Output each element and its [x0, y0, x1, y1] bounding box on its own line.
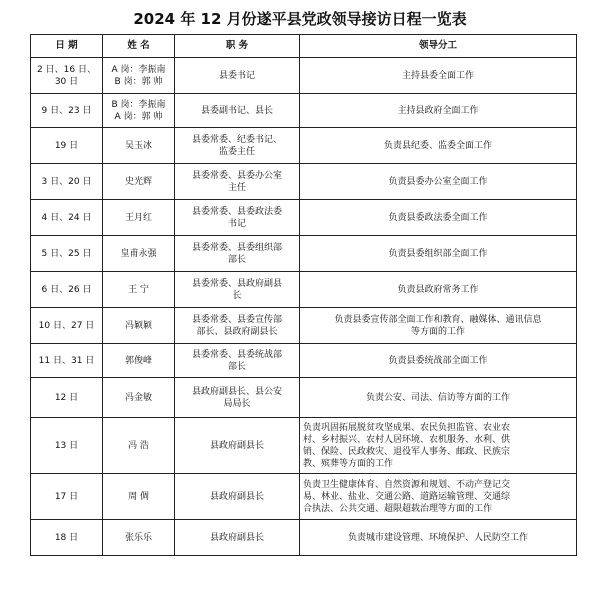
cell-date-line: 12 日 [54, 392, 79, 403]
cell-date-line: 10 日、27 日 [38, 320, 95, 331]
cell-duty-line: 销、保险、民政救灾、退役军人事务、邮政、民族宗 [303, 446, 511, 457]
table-row [31, 128, 577, 164]
table-row [31, 520, 577, 556]
cell-post-line: 监委主任 [218, 146, 255, 157]
cell-duty-line: 负责城市建设管理、环境保护、人民防空工作 [347, 532, 528, 543]
cell-duty [300, 236, 577, 272]
cell-name-line: 王 宁 [128, 284, 149, 295]
cell-duty-line: 主持县政府全面工作 [397, 105, 479, 116]
cell-duty [300, 128, 577, 164]
cell-duty [300, 272, 577, 308]
cell-duty-line: 教、殡葬等方面的工作 [303, 458, 394, 469]
cell-date [31, 200, 103, 236]
cell-post-line: 县委常委、县委办公室 [191, 170, 282, 181]
cell-date-line: 6 日、26 日 [41, 284, 92, 295]
header-name: 姓 名 [103, 35, 175, 58]
header-duty: 领导分工 [300, 35, 577, 58]
cell-post [175, 520, 300, 556]
cell-duty [300, 200, 577, 236]
table-row [31, 418, 577, 474]
cell-name [103, 128, 175, 164]
table-row [31, 58, 577, 94]
cell-post [175, 308, 300, 344]
cell-post-line: 局局长 [223, 398, 251, 409]
cell-duty [300, 378, 577, 418]
cell-name [103, 164, 175, 200]
cell-date [31, 520, 103, 556]
cell-name-line: 王月红 [124, 212, 152, 223]
cell-post-line: 县委常委、县委政法委 [191, 206, 282, 217]
cell-name [103, 200, 175, 236]
cell-name [103, 474, 175, 520]
cell-post-line: 县委书记 [218, 70, 255, 81]
cell-post [175, 94, 300, 128]
cell-name [103, 344, 175, 378]
cell-post [175, 164, 300, 200]
cell-date [31, 272, 103, 308]
header-post: 职 务 [175, 35, 300, 58]
cell-post-line: 县政府副县长 [209, 440, 264, 451]
cell-duty-line: 等方面的工作 [410, 326, 465, 337]
table-row [31, 344, 577, 378]
cell-post [175, 272, 300, 308]
cell-duty-line: 负责巩固拓展脱贫攻坚成果、农民负担监管、农业农 [303, 422, 511, 433]
cell-date [31, 58, 103, 94]
cell-date [31, 128, 103, 164]
cell-post [175, 378, 300, 418]
cell-duty [300, 418, 577, 474]
cell-post-line: 部长、县政府副县长 [196, 326, 278, 337]
cell-duty-line: 负责县委宣传部全面工作和教育、融媒体、通讯信息 [334, 314, 542, 325]
cell-duty-line: 负责县委办公室全面工作 [388, 176, 488, 187]
cell-name-line: 郭俊峰 [124, 355, 152, 366]
cell-date [31, 236, 103, 272]
cell-name [103, 236, 175, 272]
cell-name [103, 272, 175, 308]
cell-post-line: 书记 [227, 218, 246, 229]
cell-date-line: 5 日、25 日 [41, 248, 92, 259]
cell-duty-line: 负责县委统战部全面工作 [388, 355, 488, 366]
cell-date-line: 11 日、31 日 [38, 355, 95, 366]
cell-name-line: 周 倜 [128, 491, 149, 502]
cell-post [175, 418, 300, 474]
cell-name-line: A 岗：李振南 [111, 64, 166, 75]
cell-post-line: 部长 [227, 254, 246, 265]
cell-post-line: 县政府副县长、县公安 [191, 386, 282, 397]
cell-date-line: 4 日、24 日 [41, 212, 92, 223]
table-row [31, 378, 577, 418]
cell-duty-line: 负责卫生健康体育、自然资源和规划、不动产登记交 [303, 479, 511, 490]
cell-duty-line: 负责县政府常务工作 [397, 284, 479, 295]
cell-duty [300, 520, 577, 556]
cell-post-line: 县委常委、县委组织部 [191, 242, 282, 253]
cell-post-line: 部长 [227, 361, 246, 372]
cell-duty [300, 94, 577, 128]
header-date: 日 期 [31, 35, 103, 58]
cell-name [103, 308, 175, 344]
table-row [31, 236, 577, 272]
cell-date-line: 18 日 [54, 532, 79, 543]
cell-post-line: 县政府副县长 [209, 532, 264, 543]
cell-post-line: 县委常委、纪委书记、 [191, 134, 282, 145]
cell-name-line: 冯颖颖 [124, 320, 152, 331]
cell-name-line: 皇甫永强 [120, 248, 157, 259]
cell-name-line: 冯 浩 [128, 440, 149, 451]
cell-name [103, 418, 175, 474]
cell-post-line: 县委常委、县委宣传部 [191, 314, 282, 325]
cell-duty [300, 164, 577, 200]
cell-date [31, 308, 103, 344]
cell-name-line: 冯金敏 [124, 392, 152, 403]
cell-date-line: 2 日、16 日、 [37, 64, 96, 75]
cell-post [175, 344, 300, 378]
cell-name-line: 吴玉冰 [124, 140, 152, 151]
table-header-row [31, 35, 577, 58]
cell-date [31, 418, 103, 474]
cell-duty [300, 474, 577, 520]
cell-date [31, 344, 103, 378]
cell-name-line: 张乐乐 [124, 532, 152, 543]
table-row [31, 200, 577, 236]
cell-name [103, 58, 175, 94]
table-body [31, 58, 577, 556]
cell-duty-line: 负责公安、司法、信访等方面的工作 [365, 392, 510, 403]
cell-date-line: 9 日、23 日 [41, 105, 92, 116]
table-row [31, 94, 577, 128]
cell-post-line: 县委常委、县委统战部 [191, 349, 282, 360]
cell-post-line: 主任 [227, 182, 246, 193]
cell-duty-line: 负责县委政法委全面工作 [388, 212, 488, 223]
cell-post [175, 236, 300, 272]
cell-duty-line: 村、乡村振兴、农村人居环境、农机服务、水利、供 [303, 434, 511, 445]
cell-name [103, 94, 175, 128]
cell-post [175, 200, 300, 236]
table-row [31, 474, 577, 520]
cell-name-line: A 岗：郭 帅 [114, 111, 163, 122]
cell-post-line: 县政府副县长 [209, 491, 264, 502]
cell-duty-line: 负责县委组织部全面工作 [388, 248, 488, 259]
table-row [31, 164, 577, 200]
cell-date-line: 30 日 [54, 76, 79, 87]
cell-date [31, 94, 103, 128]
cell-post-line: 县委常委、县政府副县 [191, 278, 282, 289]
document-title: 2024 年 12 月份遂平县党政领导接访日程一览表 [133, 10, 467, 28]
cell-duty-line: 主持县委全面工作 [401, 70, 474, 81]
cell-duty [300, 58, 577, 94]
cell-duty [300, 308, 577, 344]
cell-duty [300, 344, 577, 378]
cell-post-line: 县委副书记、县长 [200, 105, 273, 116]
cell-name [103, 520, 175, 556]
schedule-table [30, 34, 577, 556]
cell-post [175, 474, 300, 520]
cell-name-line: 史光辉 [124, 176, 152, 187]
cell-date-line: 19 日 [54, 140, 79, 151]
cell-date-line: 3 日、20 日 [41, 176, 92, 187]
table-row [31, 272, 577, 308]
table-row [31, 308, 577, 344]
cell-duty-line: 合执法、公共交通、超限超载治理等方面的工作 [303, 503, 493, 514]
cell-name-line: B 岗：李振南 [111, 99, 166, 110]
cell-duty-line: 易、林业、盐业、交通公路、道路运输管理、交通综 [303, 491, 511, 502]
cell-date [31, 474, 103, 520]
cell-post [175, 58, 300, 94]
cell-name [103, 378, 175, 418]
cell-date [31, 164, 103, 200]
cell-post-line: 长 [232, 290, 242, 301]
cell-duty-line: 负责县纪委、监委全面工作 [383, 140, 492, 151]
cell-name-line: B 岗：郭 帅 [114, 76, 163, 87]
cell-post [175, 128, 300, 164]
cell-date [31, 378, 103, 418]
cell-date-line: 17 日 [54, 491, 79, 502]
cell-date-line: 13 日 [54, 440, 79, 451]
